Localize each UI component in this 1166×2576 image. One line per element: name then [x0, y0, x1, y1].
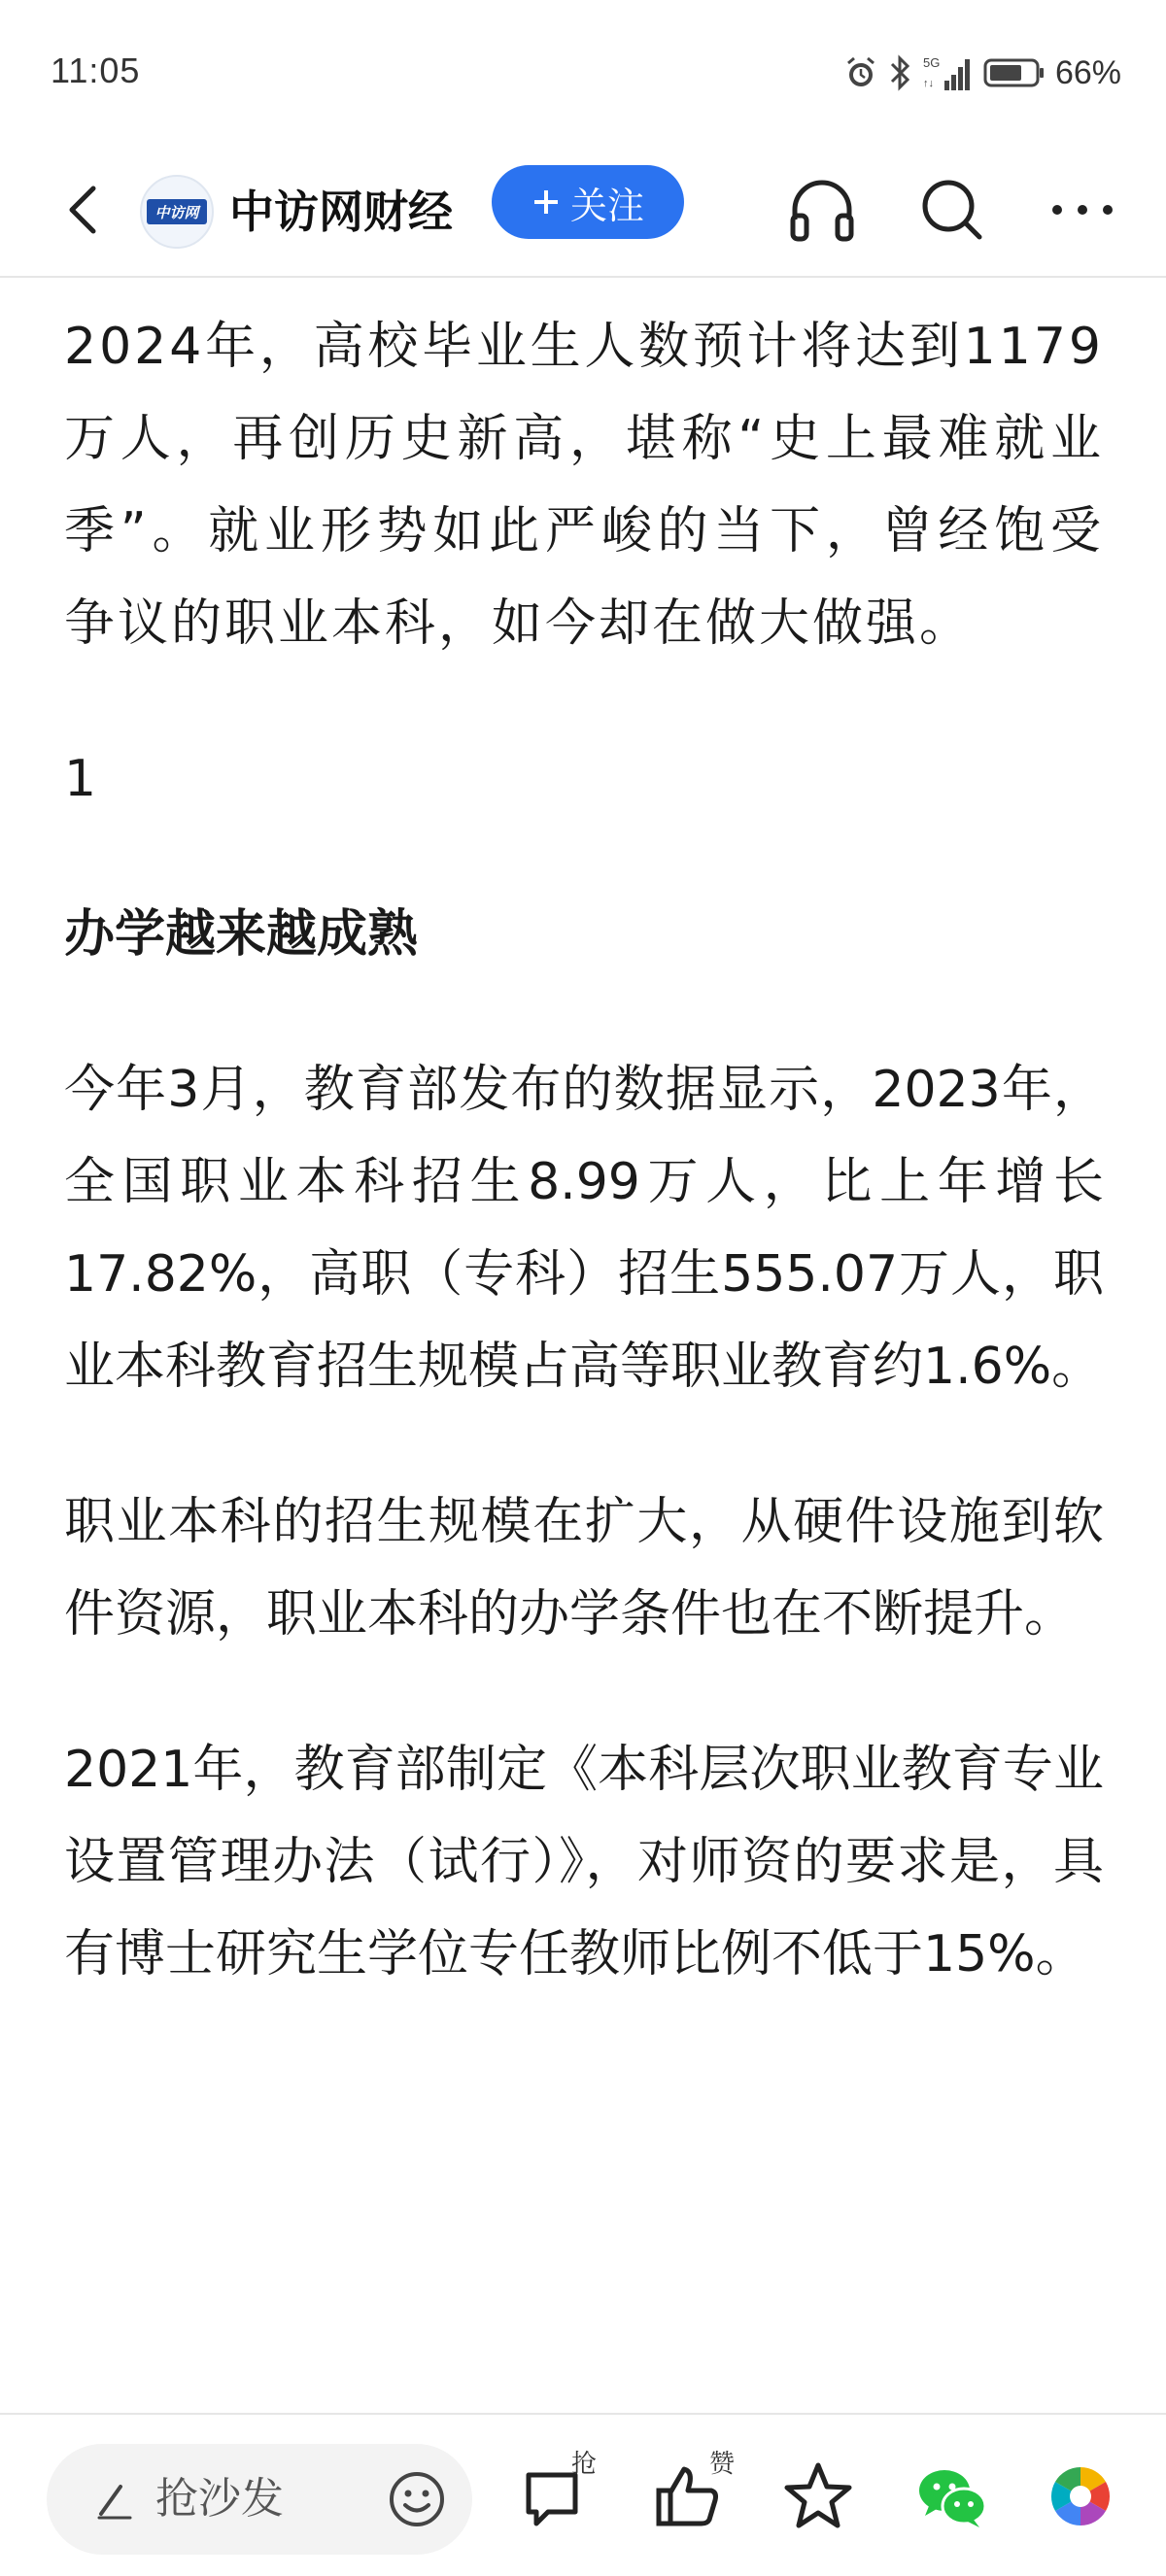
section-number: 1	[64, 750, 97, 808]
wechat-icon	[913, 2457, 991, 2535]
network-type: 5G	[922, 55, 941, 70]
follow-button[interactable]	[492, 165, 684, 239]
bottom-action-bar	[0, 2413, 1166, 2576]
svg-text:↑↓: ↑↓	[922, 78, 934, 89]
favorite-button[interactable]	[779, 2457, 857, 2535]
article-paragraph: 2021年，教育部制定《本科层次职业教育专业设置管理办法（试行）》，对师资的要求是，具有博士研究生学位专任教师比例不低于15%。	[64, 1741, 1104, 1983]
comment-input[interactable]	[47, 2444, 472, 2555]
publisher-name[interactable]: 中访网财经	[229, 186, 453, 238]
comments-button[interactable]	[519, 2450, 598, 2535]
listen-button[interactable]	[783, 171, 861, 249]
battery-icon	[983, 55, 1046, 90]
publisher-avatar[interactable]	[140, 175, 214, 249]
signal-icon	[923, 53, 974, 92]
back-button[interactable]	[58, 175, 117, 245]
article-body	[64, 301, 1104, 2064]
like-badge: 赞	[709, 2450, 736, 2479]
alarm-icon	[843, 55, 878, 90]
status-bar	[0, 0, 1166, 146]
moments-aperture-icon	[1042, 2457, 1119, 2535]
article-header	[0, 146, 1166, 278]
search-icon	[913, 171, 991, 249]
battery-percent: 66%	[1054, 53, 1121, 91]
headphones-icon	[783, 171, 861, 249]
share-wechat-button[interactable]	[913, 2457, 991, 2535]
more-button[interactable]	[1044, 171, 1121, 249]
status-time: 11:05	[51, 51, 141, 90]
plus-icon	[532, 187, 561, 217]
more-dots-icon	[1044, 171, 1121, 249]
article-paragraph: 职业本科的招生规模在扩大，从硬件设施到软件资源，职业本科的办学条件也在不断提升。	[64, 1493, 1104, 1644]
search-button[interactable]	[913, 171, 991, 249]
star-icon	[779, 2457, 857, 2535]
status-icons	[843, 49, 1121, 97]
bluetooth-icon	[888, 53, 913, 92]
like-button[interactable]	[651, 2450, 736, 2535]
emoji-icon[interactable]	[387, 2469, 447, 2529]
pen-icon	[91, 2475, 140, 2524]
publisher-logo-text: 中访网	[147, 199, 207, 224]
share-moments-button[interactable]	[1042, 2457, 1119, 2535]
follow-label: 关注	[569, 184, 644, 227]
comment-placeholder: 抢沙发	[155, 2474, 284, 2524]
section-title: 办学越来越成熟	[64, 905, 419, 964]
chevron-left-icon	[58, 175, 117, 245]
article-paragraph: 今年3月，教育部发布的数据显示，2023年，全国职业本科招生8.99万人，比上年增长17.82%，高职（专科）招生555.07万人，职业本科教育招生规模占高等职业教育约1.6%。	[64, 1061, 1104, 1396]
article-intro: 2024年，高校毕业生人数预计将达到1179万人，再创历史新高，堪称“史上最难就业季”。就业形势如此严峻的当下，曾经饱受争议的职业本科，如今却在做大做强。	[64, 318, 1104, 653]
comments-badge: 抢	[571, 2450, 598, 2479]
